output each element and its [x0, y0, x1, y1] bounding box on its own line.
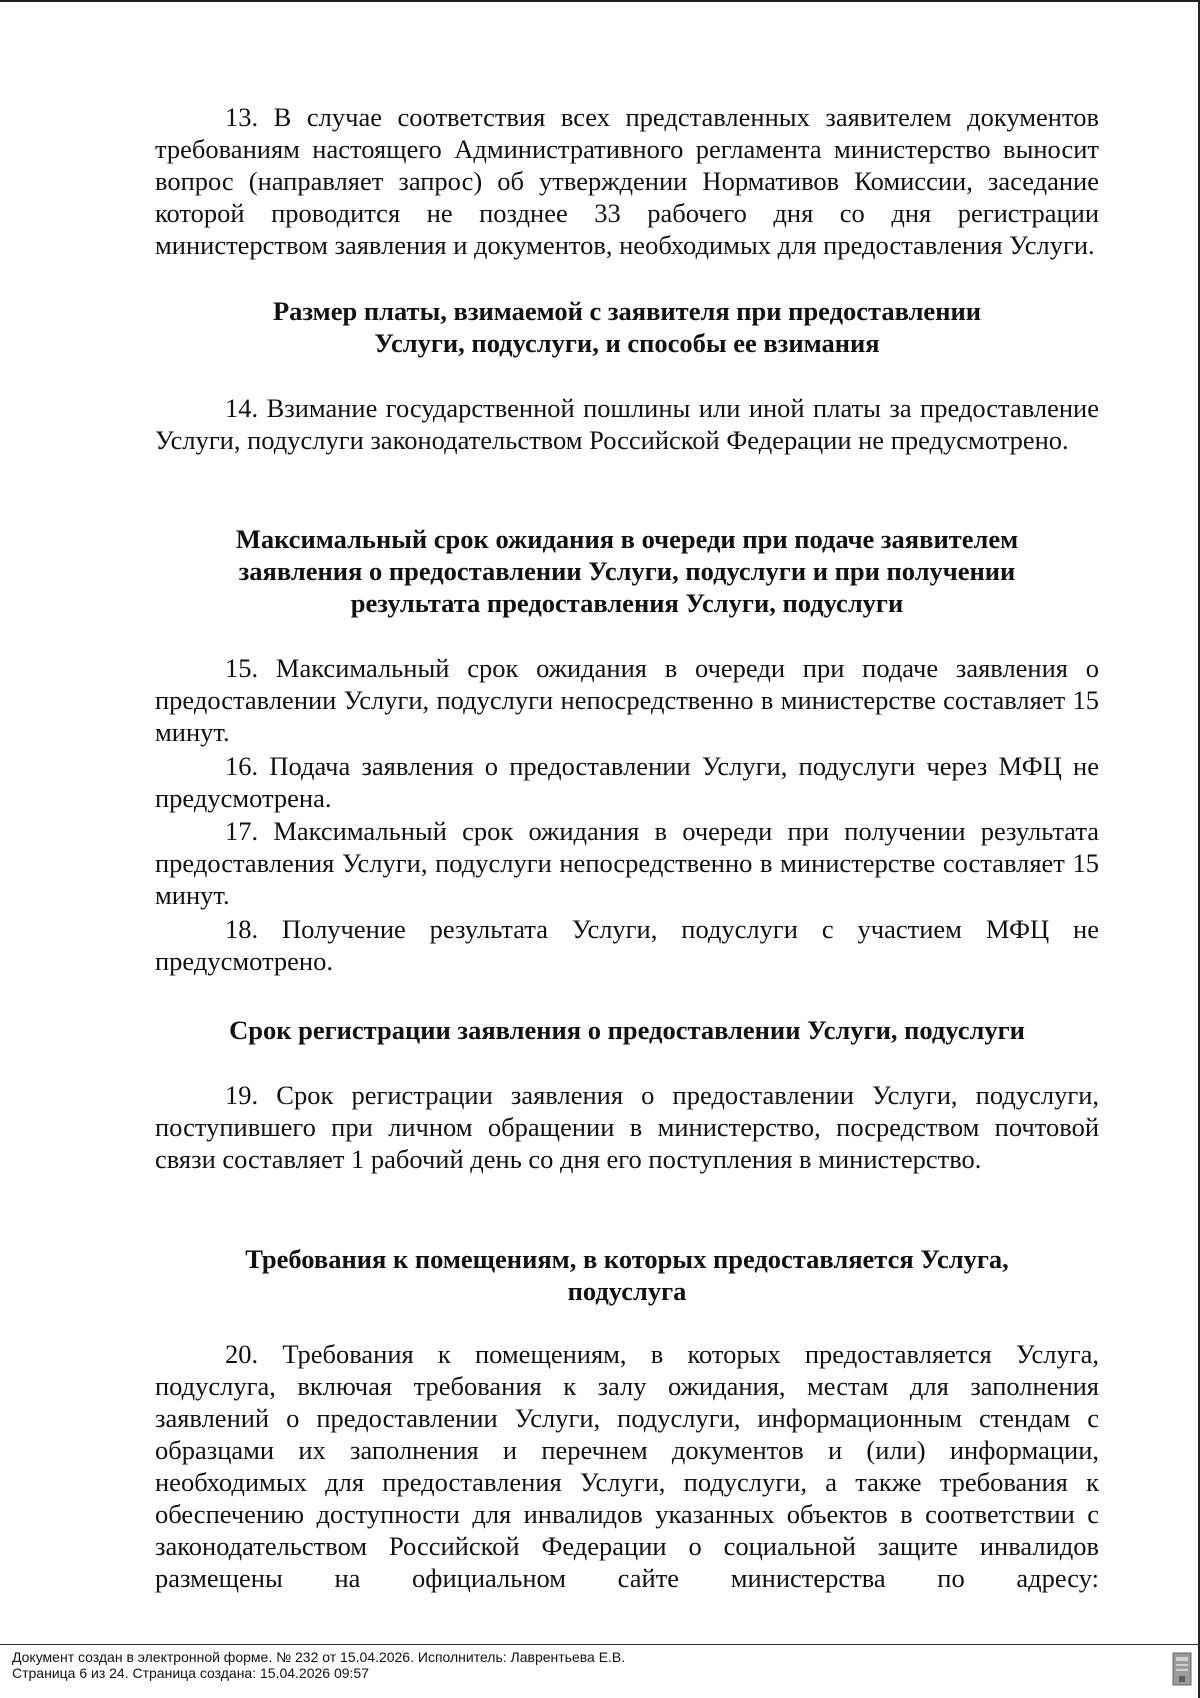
heading-fee [155, 295, 1099, 359]
scan-edge-top [0, 0, 1200, 2]
heading-premises-line2: подуслуга [567, 1276, 687, 1306]
heading-premises-line1: Требования к помещениям, в которых предоставляется Услуга, [245, 1244, 1009, 1274]
paragraph-15: 15. Максимальный срок ожидания в очереди при подаче заявления о предоставлении Услуги, подуслуги непосредственно в министерстве составляет 15 минут. [155, 653, 1099, 747]
heading-premises [155, 1243, 1099, 1307]
paragraph-16: 16. Подача заявления о предоставлении Услуги, подуслуги через МФЦ не предусмотрена. [155, 751, 1099, 813]
heading-queue-line2: заявления о предоставлении Услуги, подуслуги и при получении [238, 556, 1016, 586]
paragraph-18: 18. Получение результата Услуги, подуслуги с участием МФЦ не предусмотрено. [155, 914, 1099, 976]
paragraph-19: 19. Срок регистрации заявления о предоставлении Услуги, подуслуги, поступившего при личном обращении в министерство, посредством почтовой связи составляет 1 рабочий день со дня его поступления в министерство. [155, 1080, 1099, 1174]
document-stamp-icon [1172, 1652, 1192, 1686]
heading-fee-line2: Услуги, подуслуги, и способы ее взимания [374, 328, 880, 358]
document-footer [12, 1649, 625, 1681]
heading-queue [155, 523, 1099, 619]
heading-registration: Срок регистрации заявления о предоставлении Услуги, подуслуги [229, 1015, 1025, 1045]
heading-queue-line3: результата предоставления Услуги, подуслуги [350, 588, 904, 618]
paragraph-20: 20. Требования к помещениям, в которых предоставляется Услуга, подуслуга, включая требования к залу ожидания, местам для заполнения заявлений о предоставлении Услуги, подуслуги, информационным стендам с образцами их заполнения и перечнем документов и (или) информации, необходимых для предоставления Услуги, подуслуги, а также требования к обеспечению доступности для инвалидов указанных объектов в соответствии с законодательством Российской Федерации о социальной защите инвалидов размещены на официальном сайте министерства по адресу: [155, 1339, 1099, 1593]
paragraph-13: 13. В случае соответствия всех представленных заявителем документов требованиям настоящего Административного регламента министерство выносит вопрос (направляет запрос) об утверждении Нормативов Комиссии, заседание которой проводится не позднее 33 рабочего дня со дня регистрации министерством заявления и документов, необходимых для предоставления Услуги. [155, 102, 1099, 260]
footer-divider [0, 1644, 1200, 1645]
paragraph-17: 17. Максимальный срок ожидания в очереди при получении результата предоставления Услуги, подуслуги непосредственно в министерстве составляет 15 минут. [155, 816, 1099, 910]
heading-fee-line1: Размер платы, взимаемой с заявителя при предоставлении [272, 296, 982, 326]
paragraph-14: 14. Взимание государственной пошлины или иной платы за предоставление Услуги, подуслуги законодательством Российской Федерации не предусмотрено. [155, 393, 1099, 455]
footer-line-1: Документ создан в электронной форме. № 232 от 15.04.2026. Исполнитель: Лаврентьева Е.В. [12, 1649, 626, 1665]
heading-queue-line1: Максимальный срок ожидания в очереди при подаче заявителем [235, 524, 1019, 554]
footer-line-2: Страница 6 из 24. Страница создана: 15.04.2026 09:57 [12, 1665, 369, 1681]
